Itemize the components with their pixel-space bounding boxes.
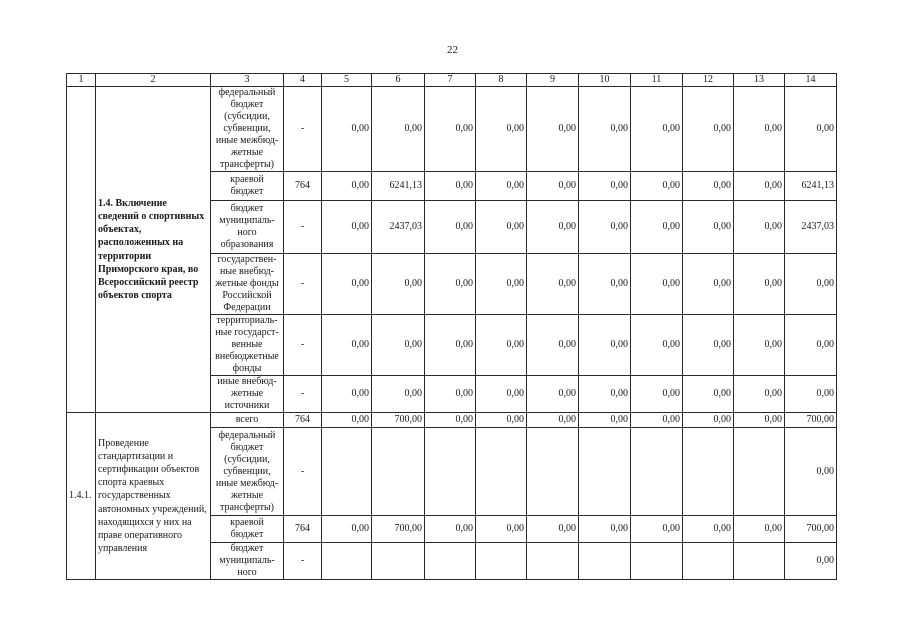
- amount-cell: 0,00: [579, 172, 631, 201]
- column-number: 3: [211, 74, 284, 87]
- amount-cell: [372, 543, 425, 580]
- funding-source: федеральный бюджет (субсидии, субвенции, иные межбюд-жетные трансферты): [211, 87, 284, 172]
- amount-cell: 0,00: [322, 254, 372, 315]
- amount-cell: [425, 543, 476, 580]
- amount-cell: [683, 428, 734, 516]
- amount-cell: 0,00: [527, 201, 579, 254]
- activity-name: Проведение стандартизации и сертификации объектов спорта краевых государственных автономных учреждений, находящихся у них на праве оперативного управления: [96, 413, 211, 580]
- funding-source: краевой бюджет: [211, 172, 284, 201]
- amount-cell: 2437,03: [785, 201, 837, 254]
- amount-cell: 0,00: [372, 254, 425, 315]
- amount-cell: [322, 543, 372, 580]
- amount-cell: 6241,13: [785, 172, 837, 201]
- amount-cell: [476, 428, 527, 516]
- page-number: 22: [447, 44, 458, 56]
- amount-cell: 0,00: [425, 254, 476, 315]
- amount-cell: 0,00: [372, 87, 425, 172]
- amount-cell: 700,00: [785, 516, 837, 543]
- amount-cell: [322, 428, 372, 516]
- funding-source: государствен-ные внебюд-жетные фонды Российской Федерации: [211, 254, 284, 315]
- column-number: 4: [284, 74, 322, 87]
- amount-cell: 0,00: [785, 428, 837, 516]
- table-row: [67, 87, 837, 172]
- budget-code: 764: [284, 172, 322, 201]
- amount-cell: 0,00: [425, 87, 476, 172]
- amount-cell: [372, 428, 425, 516]
- amount-cell: 0,00: [425, 315, 476, 376]
- activity-name: 1.4. Включение сведений о спортивных объектах, расположенных на территории Приморского края, во Всероссийский реестр объектов спорта: [96, 87, 211, 413]
- amount-cell: 0,00: [683, 516, 734, 543]
- amount-cell: 0,00: [683, 413, 734, 428]
- funding-source: территориаль-ные государст-венные внебюджетные фонды: [211, 315, 284, 376]
- column-number: 6: [372, 74, 425, 87]
- amount-cell: 0,00: [734, 516, 785, 543]
- amount-cell: 0,00: [734, 254, 785, 315]
- funding-source: федеральный бюджет (субсидии, субвенции, иные межбюд-жетные трансферты): [211, 428, 284, 516]
- amount-cell: 0,00: [785, 254, 837, 315]
- amount-cell: 0,00: [527, 172, 579, 201]
- amount-cell: 0,00: [322, 172, 372, 201]
- amount-cell: 0,00: [785, 376, 837, 413]
- amount-cell: 0,00: [631, 376, 683, 413]
- amount-cell: 0,00: [785, 543, 837, 580]
- amount-cell: 0,00: [631, 516, 683, 543]
- amount-cell: 0,00: [476, 413, 527, 428]
- budget-code: -: [284, 87, 322, 172]
- table-row: [67, 413, 837, 428]
- amount-cell: 0,00: [631, 413, 683, 428]
- column-number: 11: [631, 74, 683, 87]
- budget-code: -: [284, 315, 322, 376]
- funding-source: бюджет муниципаль-ного образования: [211, 201, 284, 254]
- amount-cell: 0,00: [322, 315, 372, 376]
- amount-cell: 0,00: [734, 172, 785, 201]
- amount-cell: 0,00: [579, 413, 631, 428]
- amount-cell: 0,00: [683, 315, 734, 376]
- row-number: 1.4.1.: [67, 413, 96, 580]
- amount-cell: 0,00: [579, 87, 631, 172]
- amount-cell: 700,00: [372, 413, 425, 428]
- amount-cell: 0,00: [785, 87, 837, 172]
- amount-cell: [579, 428, 631, 516]
- amount-cell: [425, 428, 476, 516]
- column-number-row: [67, 74, 837, 87]
- amount-cell: 0,00: [579, 315, 631, 376]
- amount-cell: [683, 543, 734, 580]
- amount-cell: 0,00: [527, 315, 579, 376]
- amount-cell: 0,00: [683, 254, 734, 315]
- funding-source: краевой бюджет: [211, 516, 284, 543]
- amount-cell: 0,00: [734, 413, 785, 428]
- amount-cell: 700,00: [372, 516, 425, 543]
- column-number: 8: [476, 74, 527, 87]
- column-number: 5: [322, 74, 372, 87]
- amount-cell: 6241,13: [372, 172, 425, 201]
- amount-cell: 0,00: [322, 516, 372, 543]
- amount-cell: 0,00: [683, 87, 734, 172]
- budget-code: 764: [284, 516, 322, 543]
- amount-cell: [476, 543, 527, 580]
- amount-cell: 0,00: [734, 315, 785, 376]
- amount-cell: 0,00: [322, 413, 372, 428]
- amount-cell: 0,00: [322, 376, 372, 413]
- column-number: 7: [425, 74, 476, 87]
- amount-cell: 0,00: [631, 201, 683, 254]
- amount-cell: [527, 543, 579, 580]
- amount-cell: 0,00: [425, 201, 476, 254]
- budget-code: -: [284, 201, 322, 254]
- amount-cell: [527, 428, 579, 516]
- amount-cell: 0,00: [322, 87, 372, 172]
- amount-cell: [579, 543, 631, 580]
- amount-cell: 0,00: [372, 315, 425, 376]
- amount-cell: 0,00: [683, 376, 734, 413]
- column-number: 14: [785, 74, 837, 87]
- amount-cell: 0,00: [425, 172, 476, 201]
- amount-cell: 700,00: [785, 413, 837, 428]
- amount-cell: 0,00: [734, 201, 785, 254]
- amount-cell: 0,00: [527, 87, 579, 172]
- amount-cell: 0,00: [631, 172, 683, 201]
- funding-source: бюджет муниципаль-ного: [211, 543, 284, 580]
- amount-cell: 0,00: [579, 516, 631, 543]
- row-number: [67, 87, 96, 413]
- amount-cell: 0,00: [476, 254, 527, 315]
- budget-table: [66, 73, 837, 580]
- amount-cell: 0,00: [527, 413, 579, 428]
- amount-cell: 0,00: [785, 315, 837, 376]
- amount-cell: 0,00: [631, 87, 683, 172]
- amount-cell: 0,00: [527, 376, 579, 413]
- amount-cell: 0,00: [734, 87, 785, 172]
- amount-cell: 0,00: [579, 254, 631, 315]
- budget-code: 764: [284, 413, 322, 428]
- amount-cell: 2437,03: [372, 201, 425, 254]
- funding-source: всего: [211, 413, 284, 428]
- amount-cell: 0,00: [425, 516, 476, 543]
- amount-cell: 0,00: [579, 376, 631, 413]
- amount-cell: 0,00: [322, 201, 372, 254]
- column-number: 13: [734, 74, 785, 87]
- amount-cell: 0,00: [527, 516, 579, 543]
- column-number: 10: [579, 74, 631, 87]
- amount-cell: 0,00: [476, 172, 527, 201]
- amount-cell: 0,00: [527, 254, 579, 315]
- amount-cell: 0,00: [476, 87, 527, 172]
- budget-code: -: [284, 428, 322, 516]
- amount-cell: 0,00: [683, 201, 734, 254]
- amount-cell: 0,00: [476, 376, 527, 413]
- column-number: 9: [527, 74, 579, 87]
- column-number: 12: [683, 74, 734, 87]
- budget-code: -: [284, 254, 322, 315]
- budget-code: -: [284, 543, 322, 580]
- amount-cell: [631, 428, 683, 516]
- funding-source: иные внебюд-жетные источники: [211, 376, 284, 413]
- amount-cell: 0,00: [476, 315, 527, 376]
- column-number: 2: [96, 74, 211, 87]
- budget-code: -: [284, 376, 322, 413]
- amount-cell: 0,00: [476, 516, 527, 543]
- amount-cell: 0,00: [476, 201, 527, 254]
- amount-cell: 0,00: [425, 413, 476, 428]
- amount-cell: 0,00: [425, 376, 476, 413]
- amount-cell: 0,00: [683, 172, 734, 201]
- amount-cell: 0,00: [734, 376, 785, 413]
- amount-cell: 0,00: [372, 376, 425, 413]
- amount-cell: 0,00: [631, 254, 683, 315]
- amount-cell: [734, 428, 785, 516]
- amount-cell: [631, 543, 683, 580]
- amount-cell: [734, 543, 785, 580]
- column-number: 1: [67, 74, 96, 87]
- amount-cell: 0,00: [579, 201, 631, 254]
- amount-cell: 0,00: [631, 315, 683, 376]
